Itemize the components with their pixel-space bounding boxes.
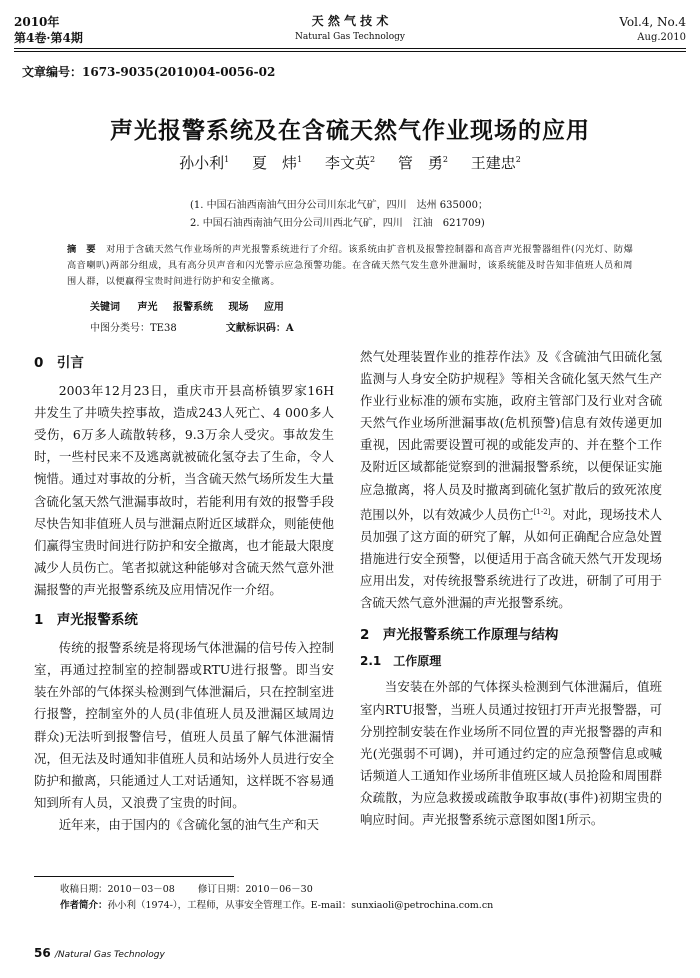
section-0-heading: 0 引言 [34, 355, 84, 371]
affiliations [190, 197, 488, 233]
running-header-right [619, 14, 686, 46]
header-volume-en: Vol.4, No.4 [619, 15, 686, 29]
section-2-1-paragraph: 当安装在外部的气体探头检测到气体泄漏后，值班室内RTU报警，当班人员通过按钮打开声光报警器，可分别控制安装在作业场所不同位置的声光报警器的声和光(光强弱不可调)，并可通过约定的应急预警信息或喊话频道人工通知作业场所非值班区域人员抢险和周围群众疏散，为应急救援或疏散争取事故(事件)初期宝贵的响应时间。声光报警系统示意图如图1所示。 [360, 679, 662, 827]
keyword: 报警系统 [172, 302, 213, 313]
keyword: 应用 [263, 302, 284, 313]
author-list [0, 152, 700, 173]
header-volume: 第4卷·第4期 [14, 31, 83, 45]
paper-title: 声光报警系统及在含硫天然气作业现场的应用 [110, 118, 590, 144]
author: 李文英$^2$ [324, 154, 376, 172]
abstract-label: 摘 要 [67, 244, 97, 255]
affiliation-2: 2. 中国石油西南油气田分公司川西北气矿，四川 江油 621709) [190, 218, 485, 229]
section-2-1-heading: 2.1 工作原理 [360, 654, 442, 669]
document-code: 文献标识码：A [225, 323, 294, 334]
section-0-paragraph: 2003年12月23日，重庆市开县高桥镇罗家16H井发生了井喷失控事故，造成243人死亡、4 000多人受伤，6万多人疏散转移，9.3万余人受灾。事故发生时，一些村民来不及逃离就被硫化氢夺去了生命，令人惋惜。通过对事故的分析，当含硫天然气场所发生大量含硫化氢天然气泄漏事故时，若能利用有效的报警手段尽快告知非值班人员与泄漏点附近区域群众，则能使他们赢得宝贵时间进行防护和安全撤离，也才能最大限度减少人员伤亡。笔者拟就这种能够对含硫天然气意外泄漏报警的声光报警系统及应用情况作一介绍。 [34, 383, 334, 597]
citation: [1-2] [533, 507, 551, 516]
section-1-heading: 1 声光报警系统 [34, 612, 138, 629]
affiliation-1: (1. 中国石油西南油气田分公司川东北气矿，四川 达州 635000； [190, 200, 488, 211]
keyword: 声光 [137, 302, 158, 313]
received-date: 收稿日期：2010－03－08 [60, 884, 175, 895]
footnote-rule [34, 876, 234, 877]
header-date: Aug.2010 [637, 32, 686, 43]
header-rule [14, 48, 686, 49]
section-1-paragraph-1: 传统的报警系统是将现场气体泄漏的信号传入控制室，再通过控制室的控制器或RTU进行报警。即当安装在外部的气体探头检测到气体泄漏后，只在控制室进行报警，控制室外的人员(非值班人员及泄漏区域周边群众)无法听到报警信号，值班人员虽了解气体泄漏情况，但无法及时通知非值班人员和站场外人员进行安全防护和撤离，只能通过人工对话通知，这样既不容易通知到所有人员，又浪费了宝贵的时间。 [34, 640, 334, 810]
running-header-center [0, 13, 700, 45]
section-1-paragraph-2-start: 近年来，由于国内的《含硫化氢的油气生产和天 [58, 816, 319, 832]
author: 夏 炜$^1$ [252, 154, 303, 172]
right-column [360, 346, 662, 831]
left-column [34, 352, 334, 836]
journal-name-cn: 天 然 气 技 术 [311, 14, 389, 28]
section-2-heading: 2 声光报警系统工作原理与结构 [360, 627, 559, 644]
page-number: 56 [34, 946, 51, 960]
header-rule-thin [14, 51, 686, 52]
clc-number: 中图分类号：TE38 [90, 323, 177, 334]
classification [90, 319, 294, 334]
author: 管 勇$^2$ [397, 154, 448, 172]
article-number: 文章编号：1673-9035(2010)04-0056-02 [22, 65, 276, 79]
page-footer [34, 946, 165, 960]
abstract-text: 对用于含硫天然气作业场所的声光报警系统进行了介绍。该系统由扩音机及报警控制器和高音声光报警器组件(闪光灯、防爆高音喇叭)两部分组成，具有高分贝声音和闪光警示应急预警功能。在含硫天然气发生意外泄漏时，该系统能及时告知非值班人员和周围人群，以便赢得宝贵时间进行防护和安全撤离。 [67, 244, 634, 287]
keywords-label: 关键词 [90, 302, 120, 313]
revised-date: 修订日期：2010－06－30 [197, 884, 313, 895]
footnote [60, 882, 493, 914]
abstract [67, 242, 639, 290]
section-1-paragraph-2-cont: 然气处理装置作业的推荐作法》及《含硫油气田硫化氢监测与人身安全防护规程》等相关含硫化氢天然气生产作业行业标准的颁布实施，政府主管部门及行业对含硫天然气作业场所泄漏事故(危机预警)信息有效传递更加重视，因此需要设置可视的或能发声的、并在整个工作及附近区域都能觉察到的泄漏报警系统，以便保证实施应急撤离，将人员及时撤离到硫化氢扩散后的致死浓度范围以外，以有效减少人员伤亡[1-2]。对此，现场技术人员加强了这方面的研究了解，从如何正确配合应急处置措施进行安全预警，以便适用于高含硫天然气开发现场应用出发，对传统报警系统进行了改进，研制了可用于含硫天然气意外泄漏的声光报警系统。 [360, 349, 663, 611]
author-bio: 孙小利（1974-），工程师，从事安全管理工作。E-mail：sunxiaoli@petrochina.com.cn [107, 900, 494, 911]
keywords [90, 298, 284, 313]
author: 孙小利$^1$ [179, 154, 230, 172]
author: 王建忠$^2$ [470, 154, 521, 172]
journal-name-en: Natural Gas Technology [295, 32, 405, 42]
author-bio-label: 作者简介： [60, 900, 108, 911]
keyword: 现场 [228, 302, 249, 313]
footer-journal: /Natural Gas Technology [54, 950, 165, 960]
header-year: 2010年 [14, 15, 60, 29]
